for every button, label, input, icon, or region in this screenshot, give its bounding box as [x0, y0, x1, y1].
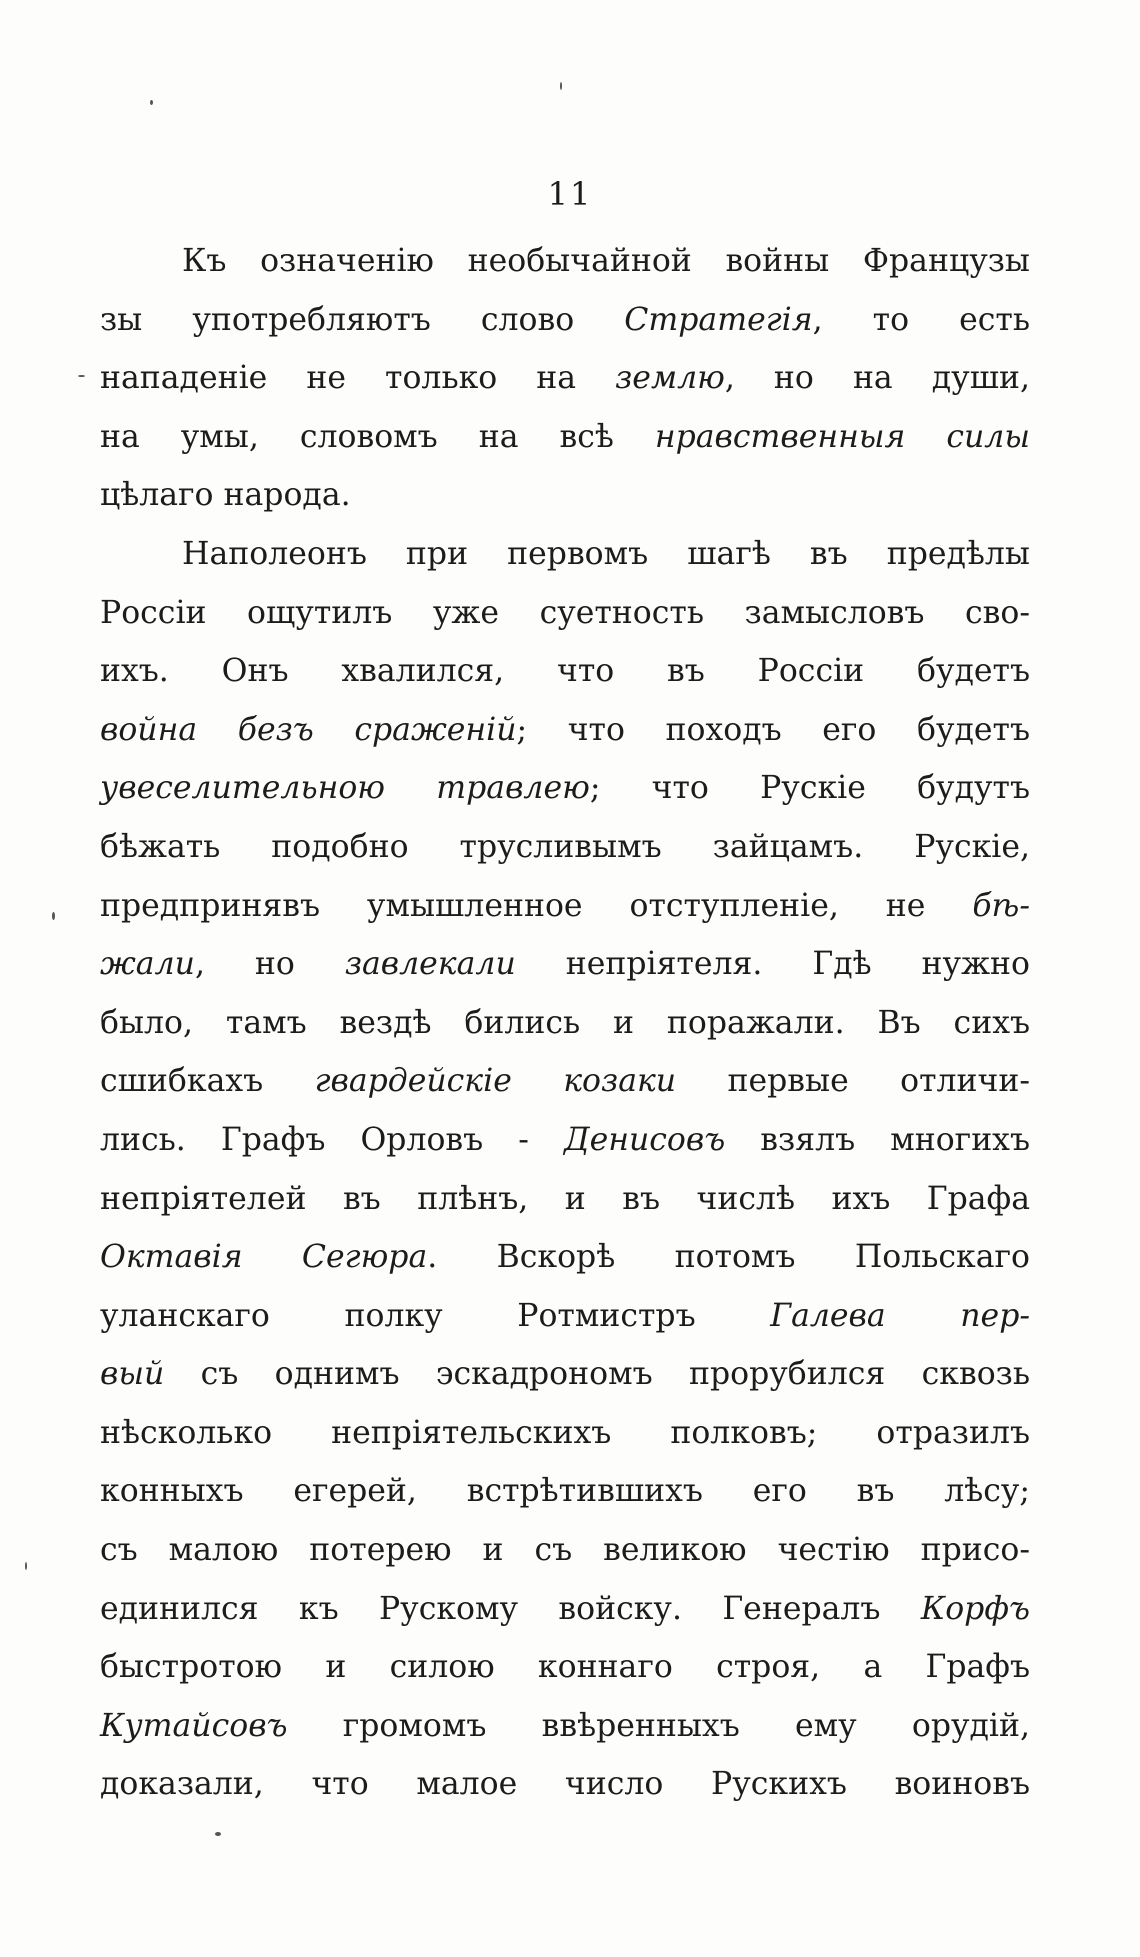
- text-segment: громомъ ввѣренныхъ ему орудій,: [287, 1707, 1030, 1744]
- text-segment: , но: [194, 946, 345, 983]
- text-segment: нѣсколько непріятельскихъ полковъ; отразилъ: [100, 1414, 1030, 1451]
- text-line: [100, 1345, 1030, 1404]
- scan-speck: [150, 100, 153, 105]
- italic-segment: увеселительною травлею: [100, 770, 590, 807]
- text-segment: Россіи ощутилъ уже суетность замысловъ сво-: [100, 594, 1030, 631]
- text-segment: было, тамъ вездѣ бились и поражали. Въ сихъ: [100, 1004, 1030, 1041]
- text-line: [100, 1521, 1030, 1580]
- text-line: [100, 525, 1030, 584]
- text-segment: ; что походъ его будетъ: [516, 711, 1030, 748]
- text-line: [100, 1404, 1030, 1463]
- scan-speck: [78, 375, 85, 377]
- text-segment: предпринявъ умышленное отступленіе, не: [100, 887, 973, 924]
- text-line: [100, 1111, 1030, 1170]
- text-segment: цѣлаго народа.: [100, 477, 351, 514]
- text-segment: единился къ Рускому войску. Генералъ: [100, 1590, 921, 1627]
- italic-segment: война безъ сраженій: [100, 711, 517, 748]
- scan-speck: [52, 912, 55, 920]
- text-segment: конныхъ егерей, встрѣтившихъ его въ лѣсу;: [100, 1473, 1030, 1510]
- text-line: [100, 1287, 1030, 1346]
- text-line: [100, 1638, 1030, 1697]
- text-segment: бѣжать подобно трусливымъ зайцамъ. Рускіе,: [100, 828, 1030, 865]
- text-segment: Къ означенію необычайной войны Французы: [182, 243, 1030, 279]
- page-number: 11: [547, 175, 593, 213]
- text-segment: , но на души,: [724, 360, 1030, 397]
- text-line: [100, 232, 1030, 291]
- text-line: [100, 1462, 1030, 1521]
- text-line: [100, 701, 1030, 760]
- italic-segment: Денисовъ: [564, 1121, 726, 1158]
- text-segment: , то есть: [812, 301, 1030, 338]
- italic-segment: Кутайсовъ: [100, 1707, 288, 1744]
- italic-segment: Корфъ: [920, 1590, 1030, 1627]
- text-line: [100, 759, 1030, 818]
- italic-segment: завлекали: [344, 946, 516, 983]
- text-line: [100, 1580, 1030, 1639]
- text-segment: ихъ. Онъ хвалился, что въ Россіи будетъ: [100, 653, 1030, 690]
- italic-segment: бѣ-: [972, 887, 1030, 924]
- scan-speck: [215, 1832, 221, 1836]
- text-segment: съ однимъ эскадрономъ прорубился сквозь: [164, 1356, 1030, 1393]
- text-line: [100, 877, 1030, 936]
- text-segment: ; что Рускіе будутъ: [589, 770, 1030, 807]
- text-segment: непріятелей въ плѣнъ, и въ числѣ ихъ Графа: [100, 1180, 1030, 1217]
- text-segment: сшибкахъ: [100, 1063, 315, 1100]
- text-line: [100, 1755, 1030, 1814]
- text-line: [100, 1228, 1030, 1287]
- text-segment: съ малою потерею и съ великою честію присо-: [100, 1532, 1030, 1569]
- italic-segment: землю: [615, 360, 725, 397]
- text-segment: на умы, словомъ на всѣ: [100, 418, 655, 455]
- text-line: [100, 994, 1030, 1053]
- text-line: [100, 1170, 1030, 1229]
- italic-segment: вый: [100, 1356, 165, 1393]
- text-segment: нападеніе не только на: [100, 360, 616, 397]
- text-segment: лись. Графъ Орловъ -: [100, 1121, 564, 1158]
- text-line: [100, 291, 1030, 350]
- italic-segment: Галева пер-: [770, 1297, 1030, 1334]
- scan-speck: [560, 82, 562, 90]
- text-line: [100, 408, 1030, 467]
- text-line: [100, 642, 1030, 701]
- italic-segment: жали: [100, 946, 195, 983]
- italic-segment: нравственныя силы: [654, 418, 1030, 455]
- text-segment: непріятеля. Гдѣ нужно: [515, 946, 1031, 983]
- text-line: [100, 584, 1030, 643]
- text-line: [100, 466, 1030, 525]
- text-segment: быстротою и силою коннаго строя, а Графъ: [100, 1649, 1030, 1686]
- text-line: [100, 1052, 1030, 1111]
- text-segment: зы употребляютъ слово: [100, 301, 625, 338]
- text-line: [100, 349, 1030, 408]
- text-segment: уланскаго полку Ротмистръ: [100, 1297, 771, 1334]
- italic-segment: Стратегія: [624, 301, 813, 338]
- text-line: [100, 1697, 1030, 1756]
- text-line: [100, 935, 1030, 994]
- italic-segment: Октавія Сегюра: [100, 1239, 428, 1276]
- text-segment: доказали, что малое число Рускихъ воиновъ: [100, 1766, 1030, 1803]
- text-line: [100, 818, 1030, 877]
- italic-segment: гвардейскіе козаки: [314, 1063, 677, 1100]
- text-segment: Наполеонъ при первомъ шагѣ въ предѣлы: [182, 535, 1030, 572]
- text-segment: взялъ многихъ: [725, 1121, 1030, 1158]
- body-text: [100, 232, 1030, 1814]
- text-segment: первые отличи-: [676, 1063, 1030, 1100]
- scan-speck: [25, 1562, 27, 1570]
- text-segment: . Вскорѣ потомъ Польскаго: [427, 1239, 1030, 1276]
